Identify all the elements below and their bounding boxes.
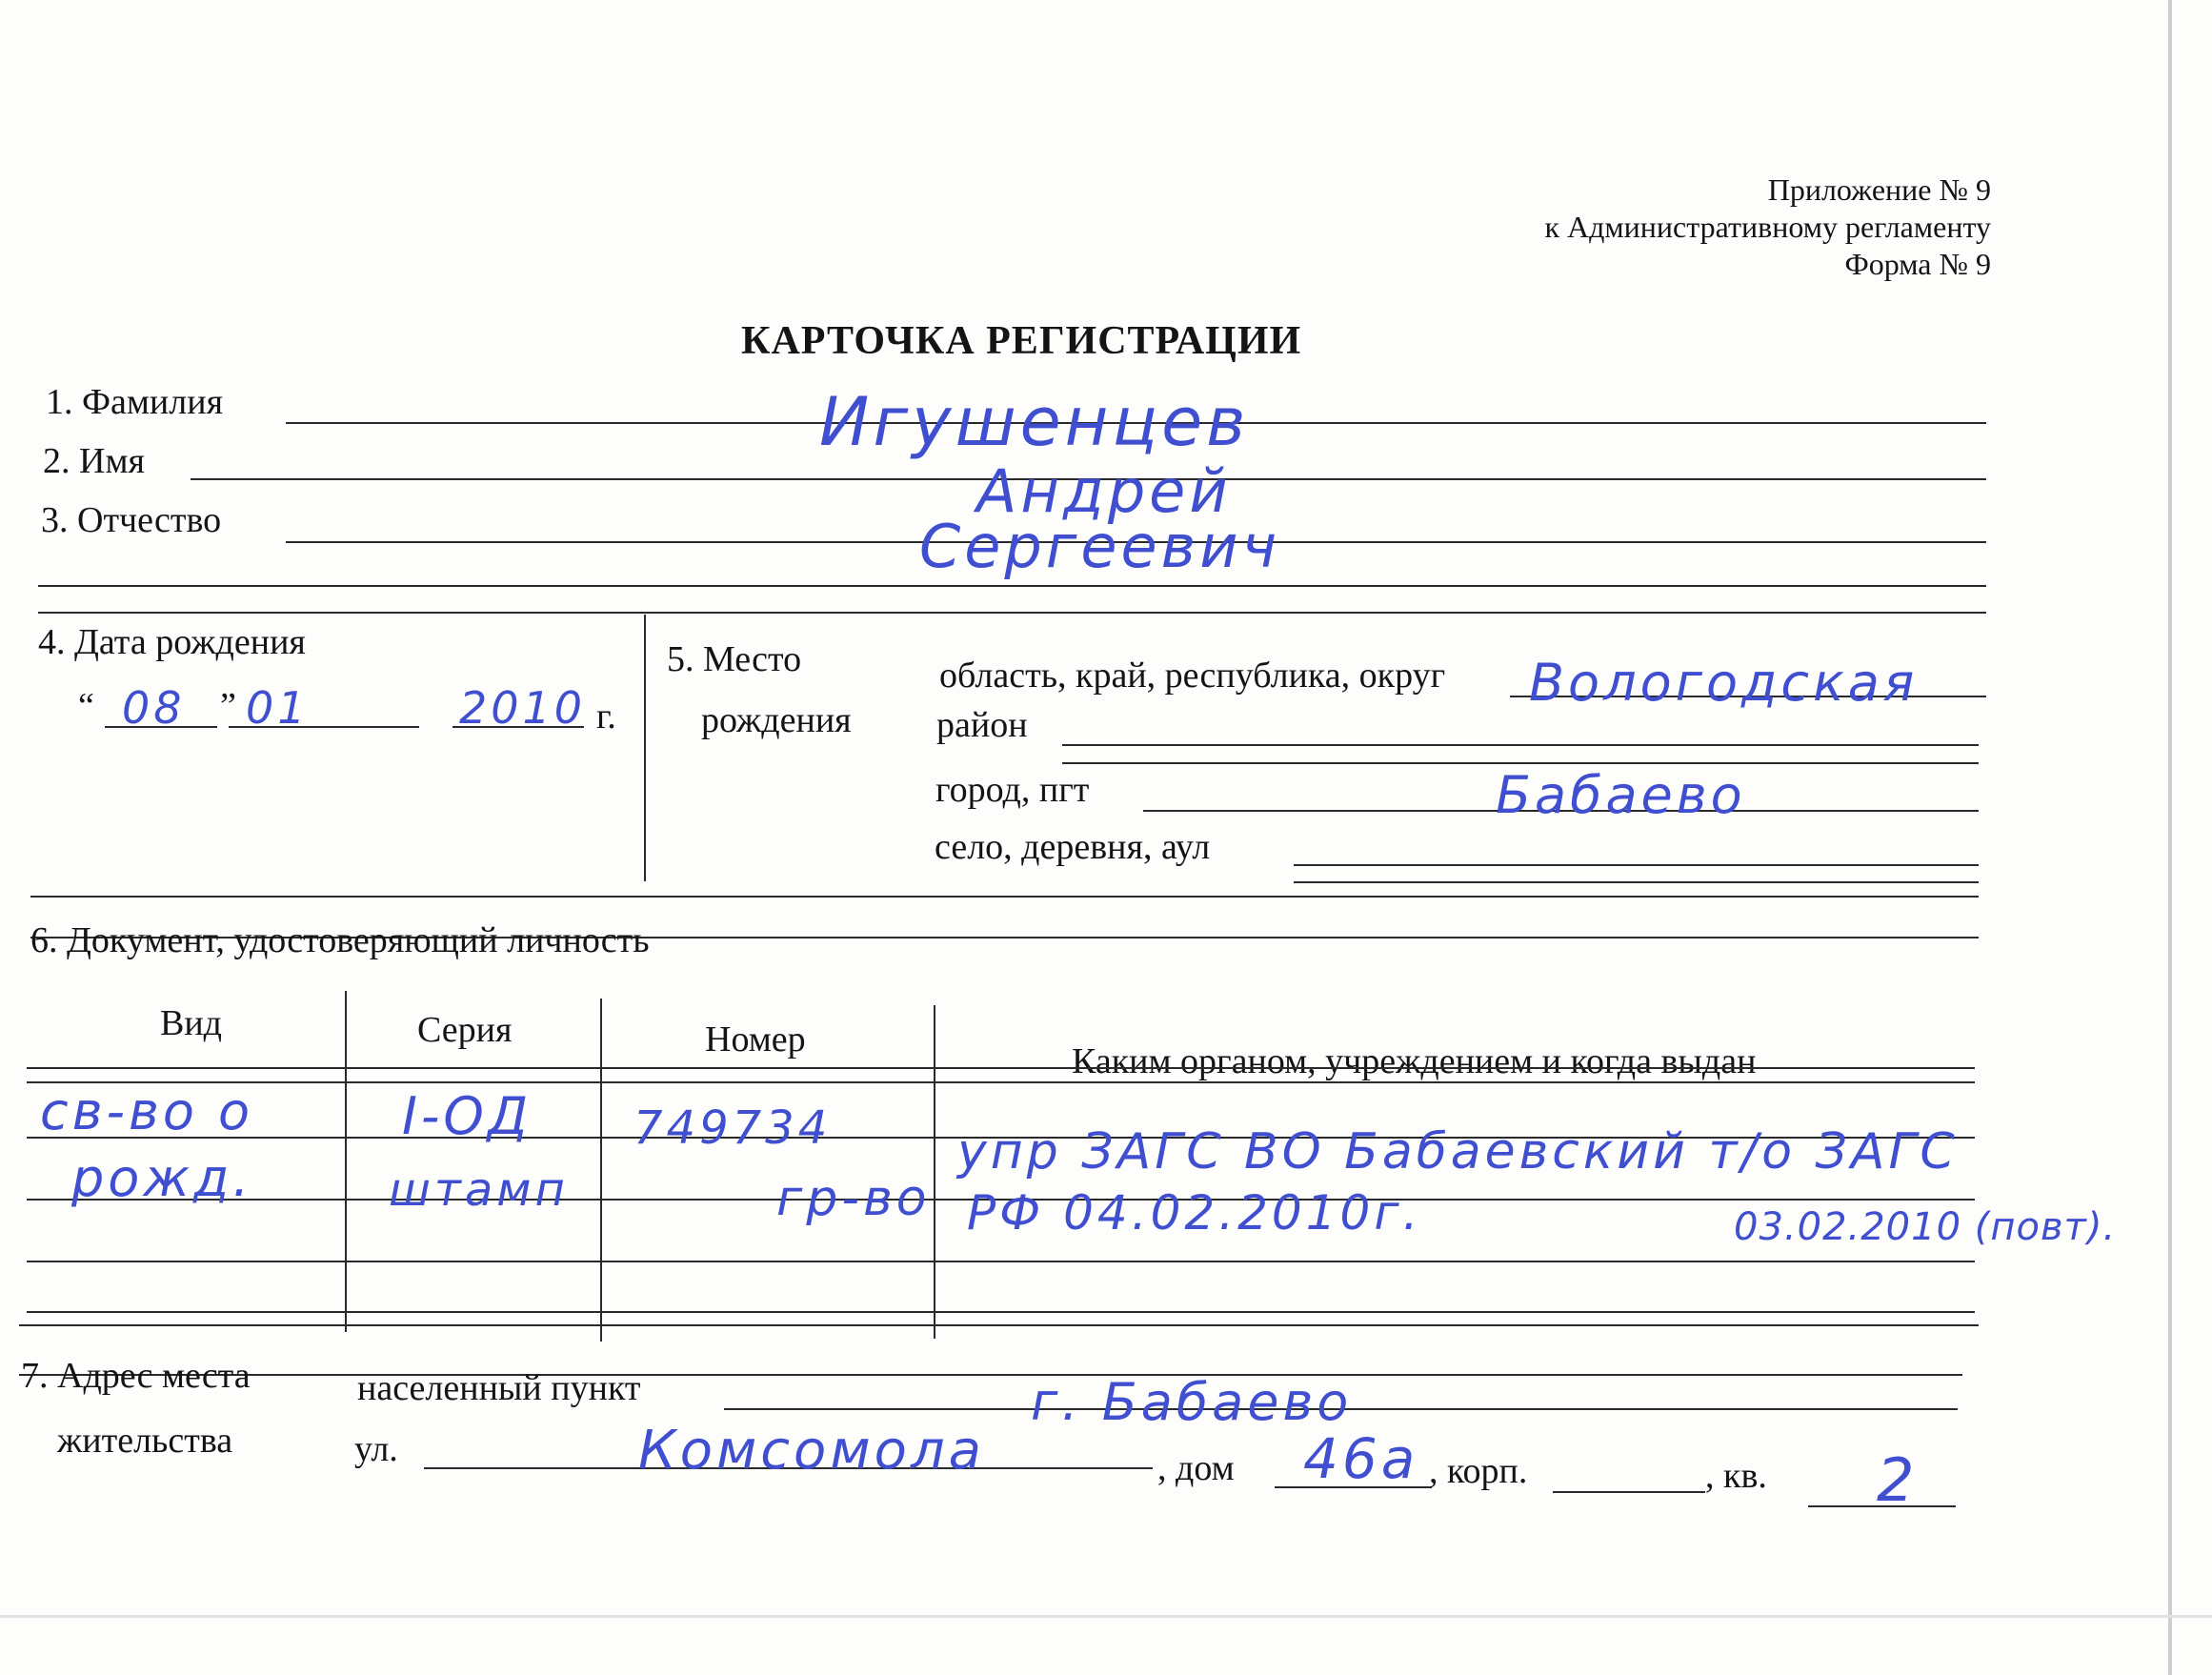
village-line xyxy=(1294,864,1979,866)
region-label: область, край, республика, округ xyxy=(939,656,1446,696)
section-5-bottom-line xyxy=(30,896,1979,898)
city-label: город, пгт xyxy=(935,770,1090,810)
doc-type-value-line2: рожд. xyxy=(71,1148,253,1208)
patronymic-value: Сергеевич xyxy=(919,512,1281,581)
birthplace-label-line1: 5. Место xyxy=(667,639,802,679)
village-label: село, деревня, аул xyxy=(935,827,1211,867)
section-7-top-line xyxy=(19,1374,1962,1376)
appendix-label: Приложение № 9 xyxy=(1767,172,1991,207)
doc-issuer-value-line2: РФ 04.02.2010г. xyxy=(967,1185,1422,1241)
doc-number-value: 749734 xyxy=(633,1101,832,1155)
doc-table-row-line-5 xyxy=(27,1261,1975,1262)
doc-col-divider-1 xyxy=(345,991,347,1332)
doc-table-row-line-6 xyxy=(27,1311,1975,1313)
birth-day-value: 08 xyxy=(122,682,186,734)
doc-table-row-line-2 xyxy=(27,1081,1975,1083)
street-label: ул. xyxy=(354,1429,398,1469)
birth-year-suffix: г. xyxy=(596,696,616,737)
doc-issuer-date2: 03.02.2010 (повт). xyxy=(1734,1205,2117,1249)
doc-type-value-line1: св-во о xyxy=(40,1081,254,1141)
locality-label: населенный пункт xyxy=(357,1368,641,1408)
birthplace-label-line2: рождения xyxy=(701,700,852,740)
doc-series-value: I-ОД xyxy=(402,1086,533,1146)
apartment-value: 2 xyxy=(1877,1445,1919,1515)
doc-table-row-line-1 xyxy=(27,1067,1975,1069)
district-label: район xyxy=(936,705,1028,745)
house-label: , дом xyxy=(1157,1448,1235,1488)
section-4-top-line xyxy=(38,612,1986,614)
doc-issuer-value-line1: упр ЗАГС ВО Бабаевский т/о ЗАГС xyxy=(957,1123,1959,1181)
surname-value: Игушенцев xyxy=(819,383,1250,461)
birth-date-label: 4. Дата рождения xyxy=(38,622,306,662)
doc-citizenship-value: гр-во xyxy=(776,1170,931,1227)
doc-column-type: Вид xyxy=(160,1003,223,1043)
doc-stamp-value: штамп xyxy=(389,1163,569,1217)
section-6-bottom-line xyxy=(19,1324,1979,1326)
doc-column-series: Серия xyxy=(417,1010,513,1050)
page-title: КАРТОЧКА РЕГИСТРАЦИИ xyxy=(741,319,1302,363)
village-line-2 xyxy=(1294,881,1979,883)
birth-date-open-quote: “ xyxy=(78,686,94,726)
section-3-bottom-line xyxy=(38,585,1986,587)
region-value: Вологодская xyxy=(1529,653,1919,713)
paper-edge-bottom xyxy=(0,1615,2212,1618)
doc-col-divider-3 xyxy=(934,1005,935,1339)
birth-month-value: 01 xyxy=(246,682,310,734)
doc-column-number: Номер xyxy=(705,1019,806,1059)
house-value: 46а xyxy=(1303,1426,1419,1491)
first-name-value: Андрей xyxy=(976,456,1232,526)
surname-label: 1. Фамилия xyxy=(46,382,224,422)
form-number-label: Форма № 9 xyxy=(1844,247,1991,281)
first-name-label: 2. Имя xyxy=(43,441,145,481)
street-value: Комсомола xyxy=(638,1420,985,1482)
identity-document-label: 6. Документ, удостоверяющий личность xyxy=(30,920,650,960)
doc-column-issuer: Каким органом, учреждением и когда выдан xyxy=(1072,1041,1757,1081)
doc-col-divider-2 xyxy=(600,999,602,1342)
building-line xyxy=(1553,1491,1705,1493)
address-label-line1: 7. Адрес места xyxy=(21,1356,251,1396)
paper-edge-right xyxy=(2168,0,2172,1675)
apartment-label: , кв. xyxy=(1705,1456,1767,1496)
district-line-2 xyxy=(1062,762,1979,764)
city-value: Бабаево xyxy=(1496,765,1746,825)
patronymic-label: 3. Отчество xyxy=(41,500,222,540)
address-label-line2: жительства xyxy=(57,1421,233,1461)
locality-value: г. Бабаево xyxy=(1031,1372,1353,1432)
birth-year-value: 2010 xyxy=(459,682,587,734)
birth-date-close-quote: ” xyxy=(220,686,236,726)
regulation-label: к Административному регламенту xyxy=(1544,210,1991,244)
building-label: , корп. xyxy=(1429,1451,1528,1491)
section-4-5-divider xyxy=(644,615,646,881)
district-line xyxy=(1062,744,1979,746)
